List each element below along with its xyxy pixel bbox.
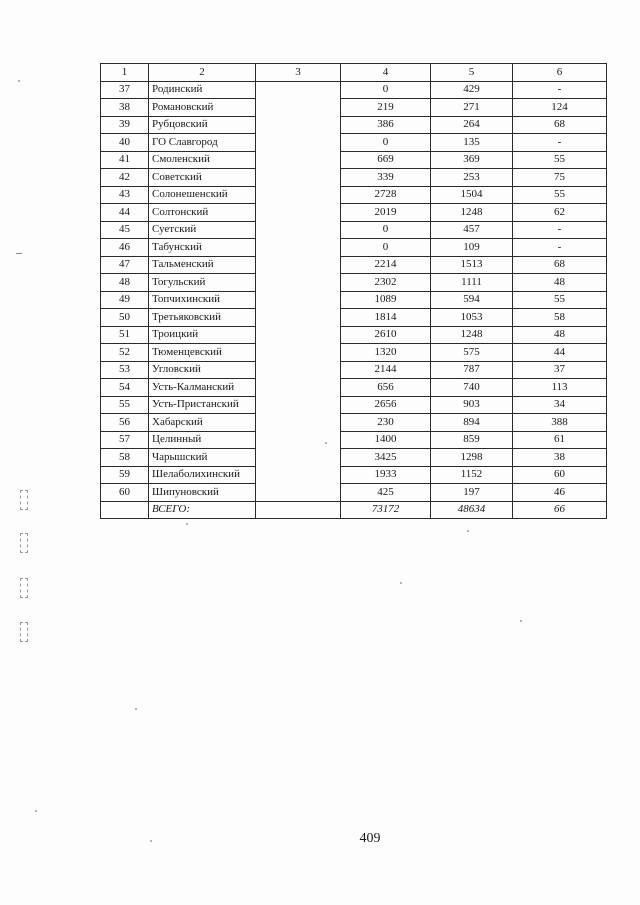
cell-c3 xyxy=(256,326,341,344)
cell-name: Романовский xyxy=(149,99,256,117)
cell-name: Солонешенский xyxy=(149,186,256,204)
table-row xyxy=(101,99,607,117)
cell-c5: 894 xyxy=(431,414,513,432)
column-header-1: 1 xyxy=(101,64,149,82)
cell-name: Шелаболихинский xyxy=(149,466,256,484)
table-row xyxy=(101,379,607,397)
cell-c5: 1248 xyxy=(431,326,513,344)
cell-c4: 3425 xyxy=(341,449,431,467)
cell-c5: 264 xyxy=(431,116,513,134)
cell-c6: 48 xyxy=(513,326,607,344)
table-body xyxy=(101,81,607,519)
cell-name: Тюменцевский xyxy=(149,344,256,362)
table-row xyxy=(101,431,607,449)
cell-c5: 197 xyxy=(431,484,513,502)
cell-c6: 38 xyxy=(513,449,607,467)
cell-name: Усть-Калманский xyxy=(149,379,256,397)
cell-c4: 2656 xyxy=(341,396,431,414)
cell-c4: 1400 xyxy=(341,431,431,449)
cell-c5: 575 xyxy=(431,344,513,362)
scan-speck xyxy=(520,620,522,622)
cell-c4: 2728 xyxy=(341,186,431,204)
scan-speck xyxy=(325,442,327,444)
cell-num: 43 xyxy=(101,186,149,204)
cell-num: 55 xyxy=(101,396,149,414)
table-row xyxy=(101,326,607,344)
cell-name: Тогульский xyxy=(149,274,256,292)
cell-name: Троицкий xyxy=(149,326,256,344)
table-row xyxy=(101,239,607,257)
cell-c3 xyxy=(256,99,341,117)
cell-name: ГО Славгород xyxy=(149,134,256,152)
table-row xyxy=(101,169,607,187)
cell-c6: 34 xyxy=(513,396,607,414)
cell-c4: 425 xyxy=(341,484,431,502)
cell-c4: 386 xyxy=(341,116,431,134)
cell-c5: 109 xyxy=(431,239,513,257)
cell-name: Солтонский xyxy=(149,204,256,222)
cell-c4: 0 xyxy=(341,134,431,152)
cell-name: Советский xyxy=(149,169,256,187)
cell-c6: - xyxy=(513,81,607,99)
cell-c3 xyxy=(256,169,341,187)
cell-c6: 55 xyxy=(513,186,607,204)
scan-artifact xyxy=(20,622,28,642)
cell-c3 xyxy=(256,151,341,169)
cell-c3 xyxy=(256,81,341,99)
cell-name: Третьяковский xyxy=(149,309,256,327)
cell-c5: 1513 xyxy=(431,256,513,274)
cell-c6: 55 xyxy=(513,151,607,169)
cell-c3 xyxy=(256,431,341,449)
cell-c5: 787 xyxy=(431,361,513,379)
cell-c3 xyxy=(256,256,341,274)
cell-c3 xyxy=(256,449,341,467)
cell-c3 xyxy=(256,274,341,292)
cell-c5: 429 xyxy=(431,81,513,99)
table-row xyxy=(101,484,607,502)
cell-c5: 740 xyxy=(431,379,513,397)
cell-num: 44 xyxy=(101,204,149,222)
cell-c6: 44 xyxy=(513,344,607,362)
scan-speck xyxy=(135,708,137,710)
cell-c4: 2019 xyxy=(341,204,431,222)
cell-name: Угловский xyxy=(149,361,256,379)
cell-c5: 903 xyxy=(431,396,513,414)
scan-speck xyxy=(35,810,37,812)
total-cell-c6: 66 xyxy=(513,501,607,519)
statistics-table xyxy=(100,63,607,519)
cell-c5: 594 xyxy=(431,291,513,309)
cell-c3 xyxy=(256,414,341,432)
total-cell-name: ВСЕГО: xyxy=(149,501,256,519)
table-row xyxy=(101,466,607,484)
cell-c6: - xyxy=(513,221,607,239)
cell-name: Шипуновский xyxy=(149,484,256,502)
cell-c3 xyxy=(256,186,341,204)
cell-num: 58 xyxy=(101,449,149,467)
cell-c5: 1111 xyxy=(431,274,513,292)
cell-c6: 75 xyxy=(513,169,607,187)
cell-c5: 859 xyxy=(431,431,513,449)
cell-num: 53 xyxy=(101,361,149,379)
cell-c5: 271 xyxy=(431,99,513,117)
cell-c6: 48 xyxy=(513,274,607,292)
cell-num: 51 xyxy=(101,326,149,344)
cell-c5: 1152 xyxy=(431,466,513,484)
table-row xyxy=(101,81,607,99)
cell-num: 42 xyxy=(101,169,149,187)
cell-num: 57 xyxy=(101,431,149,449)
cell-c4: 1933 xyxy=(341,466,431,484)
table-row xyxy=(101,151,607,169)
cell-c4: 339 xyxy=(341,169,431,187)
cell-c4: 1320 xyxy=(341,344,431,362)
cell-c3 xyxy=(256,484,341,502)
cell-c3 xyxy=(256,204,341,222)
cell-num: 37 xyxy=(101,81,149,99)
table-row xyxy=(101,291,607,309)
cell-num: 45 xyxy=(101,221,149,239)
scan-artifact xyxy=(20,533,28,553)
scan-artifact xyxy=(20,578,28,598)
scan-speck xyxy=(18,80,20,82)
cell-c3 xyxy=(256,396,341,414)
cell-c5: 253 xyxy=(431,169,513,187)
cell-c5: 369 xyxy=(431,151,513,169)
total-cell-c3 xyxy=(256,501,341,519)
cell-num: 54 xyxy=(101,379,149,397)
table-row xyxy=(101,396,607,414)
column-header-2: 2 xyxy=(149,64,256,82)
cell-c3 xyxy=(256,379,341,397)
cell-c6: 60 xyxy=(513,466,607,484)
cell-c4: 230 xyxy=(341,414,431,432)
cell-name: Топчихинский xyxy=(149,291,256,309)
cell-num: 50 xyxy=(101,309,149,327)
page-number: 409 xyxy=(359,831,381,846)
cell-c6: 124 xyxy=(513,99,607,117)
scan-speck xyxy=(186,523,188,525)
cell-c4: 656 xyxy=(341,379,431,397)
cell-name: Целинный xyxy=(149,431,256,449)
cell-num: 46 xyxy=(101,239,149,257)
cell-c4: 669 xyxy=(341,151,431,169)
table-row xyxy=(101,309,607,327)
cell-num: 39 xyxy=(101,116,149,134)
cell-c6: 68 xyxy=(513,256,607,274)
cell-name: Родинский xyxy=(149,81,256,99)
cell-c6: 46 xyxy=(513,484,607,502)
total-row xyxy=(101,501,607,519)
cell-name: Хабарский xyxy=(149,414,256,432)
cell-name: Суетский xyxy=(149,221,256,239)
cell-num: 60 xyxy=(101,484,149,502)
cell-num: 56 xyxy=(101,414,149,432)
scan-speck xyxy=(467,530,469,532)
scan-speck xyxy=(16,253,22,254)
cell-name: Чарышский xyxy=(149,449,256,467)
cell-c6: 58 xyxy=(513,309,607,327)
scan-speck xyxy=(400,582,402,584)
column-header-4: 4 xyxy=(341,64,431,82)
total-cell-c4: 73172 xyxy=(341,501,431,519)
cell-c6: 388 xyxy=(513,414,607,432)
table-row xyxy=(101,256,607,274)
cell-c4: 1814 xyxy=(341,309,431,327)
cell-c4: 0 xyxy=(341,81,431,99)
table-row xyxy=(101,116,607,134)
cell-c4: 2214 xyxy=(341,256,431,274)
cell-c6: 62 xyxy=(513,204,607,222)
cell-c4: 2144 xyxy=(341,361,431,379)
table-row xyxy=(101,449,607,467)
cell-c3 xyxy=(256,466,341,484)
cell-name: Табунский xyxy=(149,239,256,257)
cell-c4: 0 xyxy=(341,221,431,239)
table-row xyxy=(101,274,607,292)
cell-num: 49 xyxy=(101,291,149,309)
table-row xyxy=(101,204,607,222)
cell-c4: 0 xyxy=(341,239,431,257)
cell-c5: 1053 xyxy=(431,309,513,327)
column-header-5: 5 xyxy=(431,64,513,82)
cell-name: Рубцовский xyxy=(149,116,256,134)
cell-c4: 219 xyxy=(341,99,431,117)
table-row xyxy=(101,414,607,432)
cell-c5: 457 xyxy=(431,221,513,239)
table-row xyxy=(101,134,607,152)
cell-c4: 2302 xyxy=(341,274,431,292)
table-row xyxy=(101,344,607,362)
cell-c6: - xyxy=(513,134,607,152)
cell-num: 41 xyxy=(101,151,149,169)
cell-c6: 61 xyxy=(513,431,607,449)
cell-num: 47 xyxy=(101,256,149,274)
cell-c6: - xyxy=(513,239,607,257)
cell-num: 48 xyxy=(101,274,149,292)
cell-c3 xyxy=(256,344,341,362)
cell-c3 xyxy=(256,116,341,134)
cell-c4: 1089 xyxy=(341,291,431,309)
scan-artifact xyxy=(20,490,28,510)
table-header-row xyxy=(101,64,607,82)
cell-name: Смоленский xyxy=(149,151,256,169)
cell-num: 52 xyxy=(101,344,149,362)
cell-c5: 1298 xyxy=(431,449,513,467)
cell-c6: 68 xyxy=(513,116,607,134)
cell-c3 xyxy=(256,239,341,257)
cell-c3 xyxy=(256,309,341,327)
scan-speck xyxy=(150,840,152,842)
cell-num: 40 xyxy=(101,134,149,152)
cell-c5: 1504 xyxy=(431,186,513,204)
cell-c6: 55 xyxy=(513,291,607,309)
cell-c5: 1248 xyxy=(431,204,513,222)
column-header-6: 6 xyxy=(513,64,607,82)
table-row xyxy=(101,186,607,204)
cell-c5: 135 xyxy=(431,134,513,152)
column-header-3: 3 xyxy=(256,64,341,82)
cell-num: 59 xyxy=(101,466,149,484)
cell-c3 xyxy=(256,134,341,152)
cell-c4: 2610 xyxy=(341,326,431,344)
cell-c3 xyxy=(256,221,341,239)
cell-c6: 113 xyxy=(513,379,607,397)
cell-c3 xyxy=(256,361,341,379)
table-row xyxy=(101,361,607,379)
table-row xyxy=(101,221,607,239)
cell-c6: 37 xyxy=(513,361,607,379)
cell-c3 xyxy=(256,291,341,309)
cell-name: Тальменский xyxy=(149,256,256,274)
cell-name: Усть-Пристанский xyxy=(149,396,256,414)
total-cell-num xyxy=(101,501,149,519)
cell-num: 38 xyxy=(101,99,149,117)
total-cell-c5: 48634 xyxy=(431,501,513,519)
